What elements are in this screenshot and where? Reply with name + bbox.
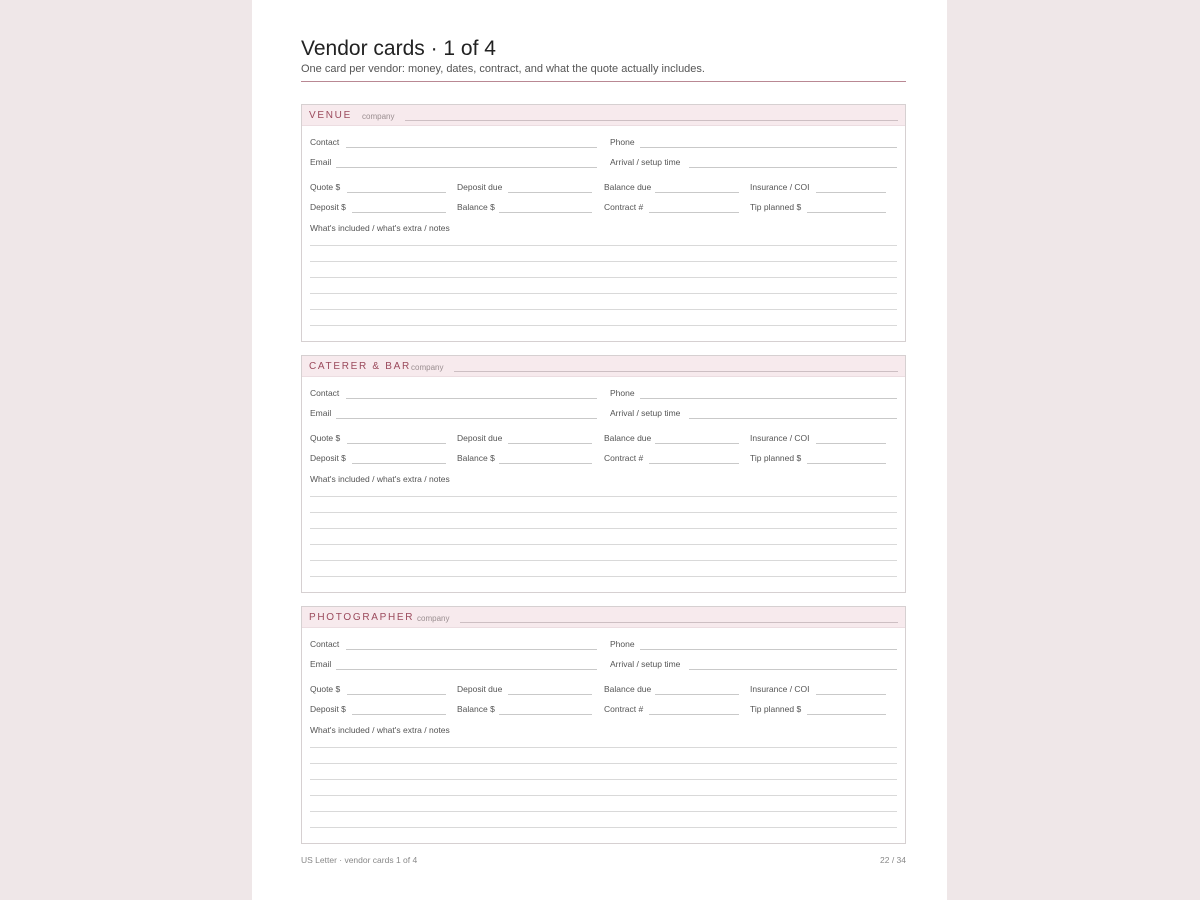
tip-field[interactable] — [807, 714, 886, 715]
notes-line[interactable] — [310, 528, 897, 529]
contact-label: Contact — [310, 388, 340, 398]
arrival-label: Arrival / setup time — [610, 408, 681, 418]
notes-label: What's included / what's extra / notes — [310, 474, 450, 484]
quote-field[interactable] — [347, 192, 446, 193]
quote-label: Quote $ — [310, 433, 341, 443]
company-field[interactable] — [460, 622, 898, 623]
insurance-label: Insurance / COI — [750, 433, 810, 443]
quote-label: Quote $ — [310, 684, 341, 694]
notes-line[interactable] — [310, 576, 897, 577]
notes-label: What's included / what's extra / notes — [310, 223, 450, 233]
notes-line[interactable] — [310, 795, 897, 796]
notes-line[interactable] — [310, 261, 897, 262]
balance-field[interactable] — [499, 714, 592, 715]
email-label: Email — [310, 157, 332, 167]
tip-label: Tip planned $ — [750, 453, 802, 463]
arrival-field[interactable] — [689, 669, 897, 670]
company-field[interactable] — [454, 371, 898, 372]
insurance-label: Insurance / COI — [750, 182, 810, 192]
contact-label: Contact — [310, 639, 340, 649]
vendor-name: CATERER & BAR — [309, 361, 411, 372]
contact-label: Contact — [310, 137, 340, 147]
deposit-field[interactable] — [352, 714, 446, 715]
phone-label: Phone — [610, 137, 635, 147]
contact-field[interactable] — [346, 147, 597, 148]
notes-line[interactable] — [310, 827, 897, 828]
balance-due-field[interactable] — [655, 443, 739, 444]
phone-field[interactable] — [640, 398, 897, 399]
balance-due-label: Balance due — [604, 182, 652, 192]
tip-field[interactable] — [807, 212, 886, 213]
contract-field[interactable] — [649, 714, 739, 715]
deposit-label: Deposit $ — [310, 453, 346, 463]
company-label: company — [411, 363, 444, 372]
deposit-due-field[interactable] — [508, 192, 592, 193]
notes-line[interactable] — [310, 496, 897, 497]
notes-line[interactable] — [310, 293, 897, 294]
arrival-field[interactable] — [689, 418, 897, 419]
company-label: company — [417, 614, 450, 623]
card-header — [302, 356, 905, 377]
notes-line[interactable] — [310, 512, 897, 513]
balance-label: Balance $ — [457, 704, 495, 714]
deposit-due-label: Deposit due — [457, 182, 503, 192]
quote-field[interactable] — [347, 443, 446, 444]
card-header — [302, 607, 905, 628]
email-label: Email — [310, 659, 332, 669]
deposit-field[interactable] — [352, 463, 446, 464]
contract-label: Contract # — [604, 202, 644, 212]
vendor-name: PHOTOGRAPHER — [309, 612, 415, 623]
notes-line[interactable] — [310, 747, 897, 748]
insurance-field[interactable] — [816, 694, 886, 695]
insurance-field[interactable] — [816, 192, 886, 193]
deposit-due-field[interactable] — [508, 443, 592, 444]
phone-label: Phone — [610, 639, 635, 649]
card-header — [302, 105, 905, 126]
title-divider — [301, 81, 906, 82]
notes-label: What's included / what's extra / notes — [310, 725, 450, 735]
quote-field[interactable] — [347, 694, 446, 695]
insurance-field[interactable] — [816, 443, 886, 444]
phone-field[interactable] — [640, 649, 897, 650]
balance-due-label: Balance due — [604, 433, 652, 443]
email-field[interactable] — [336, 669, 597, 670]
vendor-card — [301, 606, 906, 844]
balance-label: Balance $ — [457, 202, 495, 212]
page-subtitle: One card per vendor: money, dates, contract, and what the quote actually includes. — [301, 63, 705, 75]
notes-line[interactable] — [310, 277, 897, 278]
vendor-name: VENUE — [309, 110, 352, 121]
balance-label: Balance $ — [457, 453, 495, 463]
vendor-card — [301, 104, 906, 342]
quote-label: Quote $ — [310, 182, 341, 192]
notes-line[interactable] — [310, 779, 897, 780]
deposit-field[interactable] — [352, 212, 446, 213]
arrival-label: Arrival / setup time — [610, 157, 681, 167]
page-number: 22 / 34 — [880, 855, 906, 865]
notes-line[interactable] — [310, 763, 897, 764]
contact-field[interactable] — [346, 398, 597, 399]
deposit-due-label: Deposit due — [457, 433, 503, 443]
balance-due-field[interactable] — [655, 694, 739, 695]
insurance-label: Insurance / COI — [750, 684, 810, 694]
arrival-field[interactable] — [689, 167, 897, 168]
balance-due-field[interactable] — [655, 192, 739, 193]
tip-field[interactable] — [807, 463, 886, 464]
page — [252, 0, 947, 900]
notes-line[interactable] — [310, 544, 897, 545]
notes-line[interactable] — [310, 309, 897, 310]
deposit-due-label: Deposit due — [457, 684, 503, 694]
balance-due-label: Balance due — [604, 684, 652, 694]
contact-field[interactable] — [346, 649, 597, 650]
page-title: Vendor cards · 1 of 4 — [301, 37, 496, 60]
deposit-label: Deposit $ — [310, 202, 346, 212]
balance-field[interactable] — [499, 212, 592, 213]
footer-left: US Letter · vendor cards 1 of 4 — [301, 855, 418, 865]
company-field[interactable] — [405, 120, 898, 121]
email-field[interactable] — [336, 167, 597, 168]
notes-line[interactable] — [310, 560, 897, 561]
contract-field[interactable] — [649, 463, 739, 464]
notes-line[interactable] — [310, 325, 897, 326]
notes-line[interactable] — [310, 811, 897, 812]
notes-line[interactable] — [310, 245, 897, 246]
contract-label: Contract # — [604, 704, 644, 714]
phone-field[interactable] — [640, 147, 897, 148]
vendor-card — [301, 355, 906, 593]
phone-label: Phone — [610, 388, 635, 398]
deposit-due-field[interactable] — [508, 694, 592, 695]
company-label: company — [362, 112, 395, 121]
tip-label: Tip planned $ — [750, 704, 802, 714]
arrival-label: Arrival / setup time — [610, 659, 681, 669]
email-field[interactable] — [336, 418, 597, 419]
balance-field[interactable] — [499, 463, 592, 464]
email-label: Email — [310, 408, 332, 418]
contract-field[interactable] — [649, 212, 739, 213]
tip-label: Tip planned $ — [750, 202, 802, 212]
deposit-label: Deposit $ — [310, 704, 346, 714]
contract-label: Contract # — [604, 453, 644, 463]
